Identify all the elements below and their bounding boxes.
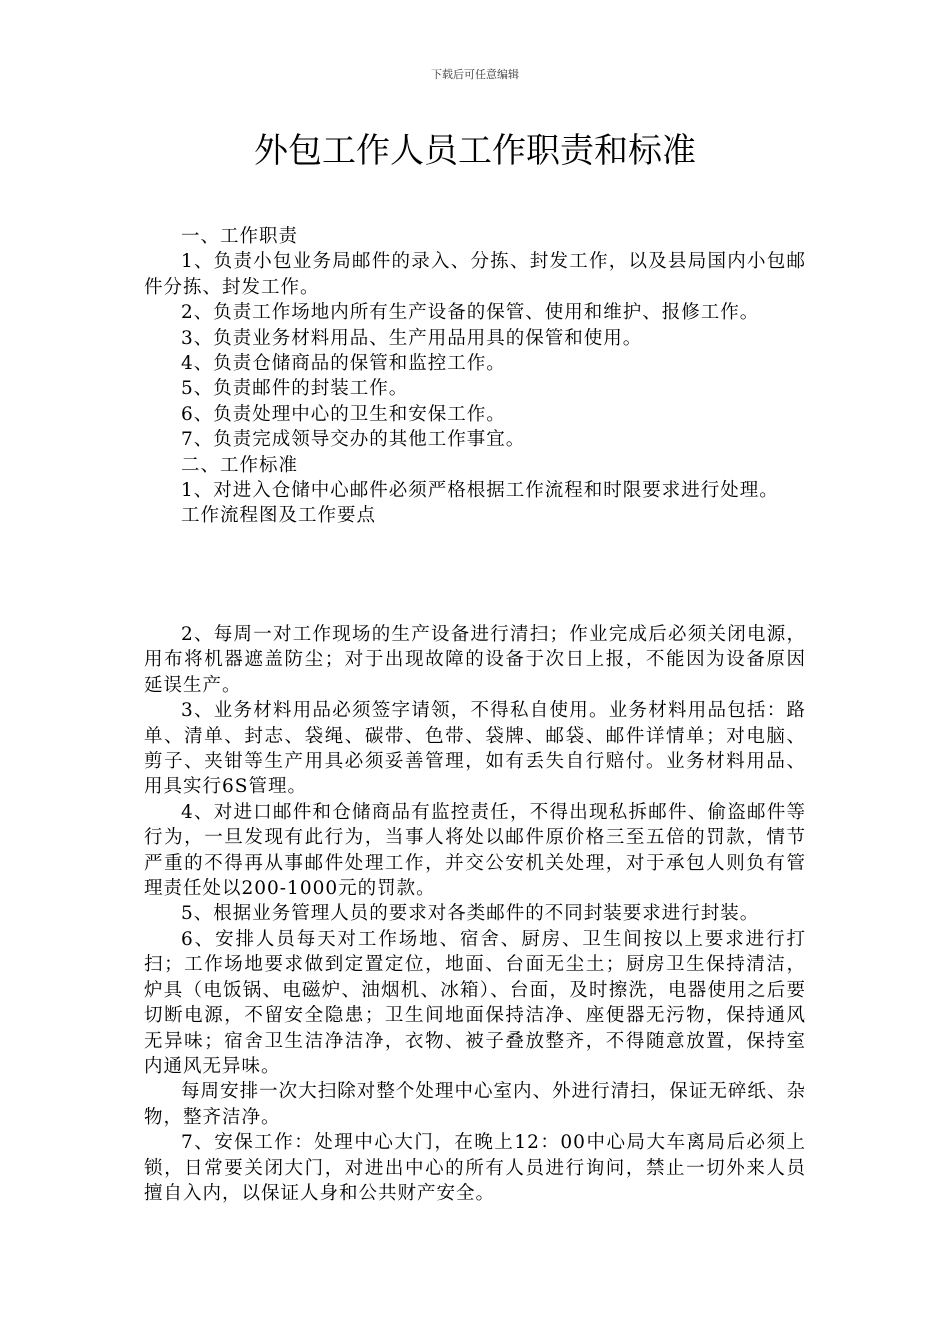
- workflow-caption: 工作流程图及工作要点: [181, 505, 377, 527]
- standard-item-3: 3、业务材料用品必须签字请领，不得私自使用。业务材料用品包括：路单、清单、封志、袋绳、碳带、色带、袋牌、邮袋、邮件详情单；对电脑、剪子、夹钳等生产用具必须妥善管理，如有丢失自行赔付。业务材料用品、用具实行6S管理。: [144, 700, 806, 798]
- section-heading-duties: 一、工作职责: [181, 226, 299, 247]
- duty-item-7: 7、负责完成领导交办的其他工作事宜。: [181, 429, 526, 451]
- document-title: 外包工作人员工作职责和标准: [254, 131, 696, 171]
- standards-section: [144, 622, 806, 1206]
- standard-item-1: 1、对进入仓储中心邮件必须严格根据工作流程和时限要求进行处理。: [181, 480, 779, 502]
- standard-item-2: 2、每周一对工作现场的生产设备进行清扫；作业完成后必须关闭电源，用布将机器遮盖防尘；对于出现故障的设备于次日上报，不能因为设备原因延误生产。: [144, 624, 806, 696]
- duty-item-3: 3、负责业务材料用品、生产用品用具的保管和使用。: [181, 327, 643, 349]
- weekly-cleaning-note: 每周安排一次大扫除对整个处理中心室内、外进行清扫，保证无碎纸、杂物，整齐洁净。: [144, 1081, 806, 1128]
- standard-item-5: 5、根据业务管理人员的要求对各类邮件的不同封装要求进行封装。: [181, 903, 760, 925]
- page-header-note: 下载后可任意编辑: [431, 68, 519, 81]
- duty-item-4: 4、负责仓储商品的保管和监控工作。: [181, 353, 506, 375]
- duty-item-6: 6、负责处理中心的卫生和安保工作。: [181, 403, 506, 425]
- duty-item-2: 2、负责工作场地内所有生产设备的保管、使用和维护、报修工作。: [181, 302, 760, 324]
- section-heading-standards: 二、工作标准: [181, 454, 299, 476]
- standard-item-6: 6、安排人员每天对工作场地、宿舍、厨房、卫生间按以上要求进行打扫；工作场地要求做到定置定位，地面、台面无尘土；厨房卫生保持清洁，炉具（电饭锅、电磁炉、油烟机、冰箱）、台面，及时擦洗，电器使用之后要切断电源，不留安全隐患；卫生间地面保持洁净、座便器无污物，保持通风无异味；宿舍卫生洁净洁净，衣物、被子叠放整齐，不得随意放置，保持室内通风无异味。: [144, 928, 806, 1077]
- duty-item-1: 1、负责小包业务局邮件的录入、分拣、封发工作，以及县局国内小包邮件分拣、封发工作。: [144, 251, 806, 298]
- duty-item-5: 5、负责邮件的封装工作。: [181, 378, 409, 400]
- standard-item-7: 7、安保工作：处理中心大门，在晚上12：00中心局大车离局后必须上锁，日常要关闭大门，对进出中心的所有人员进行询问，禁止一切外来人员擅自入内，以保证人身和公共财产安全。: [144, 1132, 806, 1204]
- duties-section: [144, 224, 806, 529]
- standard-item-4: 4、对进口邮件和仓储商品有监控责任，不得出现私拆邮件、偷盗邮件等行为，一旦发现有此行为，当事人将处以邮件原价格三至五倍的罚款，情节严重的不得再从事邮件处理工作，并交公安机关处理，对于承包人则负有管理责任处以200-1000元的罚款。: [144, 801, 806, 900]
